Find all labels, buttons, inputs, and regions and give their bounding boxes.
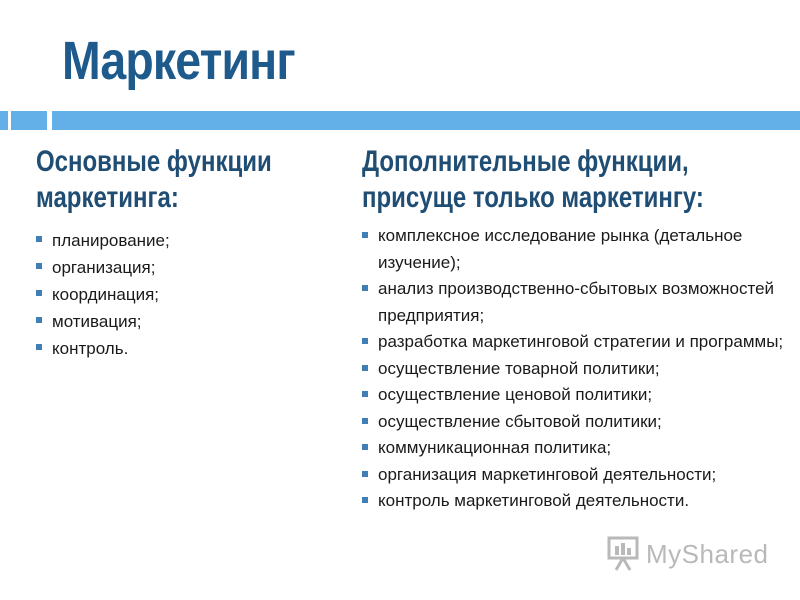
list-item [362, 382, 794, 409]
list-item-text: осуществление сбытовой политики; [378, 411, 662, 431]
right-column-heading [362, 144, 704, 216]
list-item [36, 308, 346, 335]
bullet-icon [36, 263, 42, 269]
accent-bar-small [11, 111, 47, 130]
list-item [362, 488, 794, 515]
left-column-heading [36, 144, 272, 216]
list-item [362, 462, 794, 489]
list-item-text: осуществление ценовой политики; [378, 385, 653, 404]
list-item [362, 435, 794, 462]
list-item-text: коммуникационная политика; [378, 438, 612, 457]
right-function-list [362, 223, 794, 515]
bullet-icon [36, 236, 42, 242]
list-item [362, 356, 794, 383]
left-function-list [36, 227, 346, 362]
bullet-icon [362, 471, 368, 477]
list-item-text: комплексное исследование рынка (детальное изучение); [378, 226, 743, 272]
bullet-icon [36, 290, 42, 296]
bullet-icon [362, 338, 368, 344]
list-item [362, 223, 794, 276]
bullet-icon [362, 391, 368, 397]
list-item-text: контроль. [52, 339, 129, 358]
list-item-text: организация маркетинговой деятельности; [378, 464, 717, 484]
list-item [36, 227, 346, 254]
left-heading-line-2: маркетинга: [36, 181, 179, 214]
list-item [362, 329, 794, 356]
list-item [36, 254, 346, 281]
right-heading-line-2: присуще только маркетингу: [362, 181, 704, 214]
bullet-icon [36, 317, 42, 323]
list-item-text: планирование; [52, 231, 170, 250]
list-item-text: организация; [52, 258, 156, 277]
slide-title: Маркетинг [62, 31, 295, 91]
list-item-text: разработка маркетинговой стратегии и программы; [378, 332, 784, 351]
accent-bar-main [52, 111, 800, 130]
list-item [362, 409, 794, 436]
bullet-icon [36, 344, 42, 350]
watermark-text: MyShared [646, 538, 769, 569]
list-item [362, 276, 794, 329]
bullet-icon [362, 418, 368, 424]
watermark [606, 534, 769, 574]
bullet-icon [362, 444, 368, 450]
left-heading-line-1: Основные функции [36, 145, 272, 178]
list-item-text: контроль маркетинговой деятельности. [378, 491, 690, 510]
right-heading-line-1: Дополнительные функции, [362, 145, 689, 178]
list-item-text: координация; [52, 285, 160, 304]
accent-bar-square [0, 111, 8, 130]
projector-icon [606, 535, 640, 573]
bullet-icon [362, 497, 368, 503]
bullet-icon [362, 285, 368, 291]
bullet-icon [362, 232, 368, 238]
list-item-text: анализ производственно-сбытовых возможностей предприятия; [378, 279, 775, 325]
list-item [36, 335, 346, 362]
list-item-text: мотивация; [52, 312, 142, 331]
list-item [36, 281, 346, 308]
bullet-icon [362, 365, 368, 371]
list-item-text: осуществление товарной политики; [378, 358, 660, 378]
